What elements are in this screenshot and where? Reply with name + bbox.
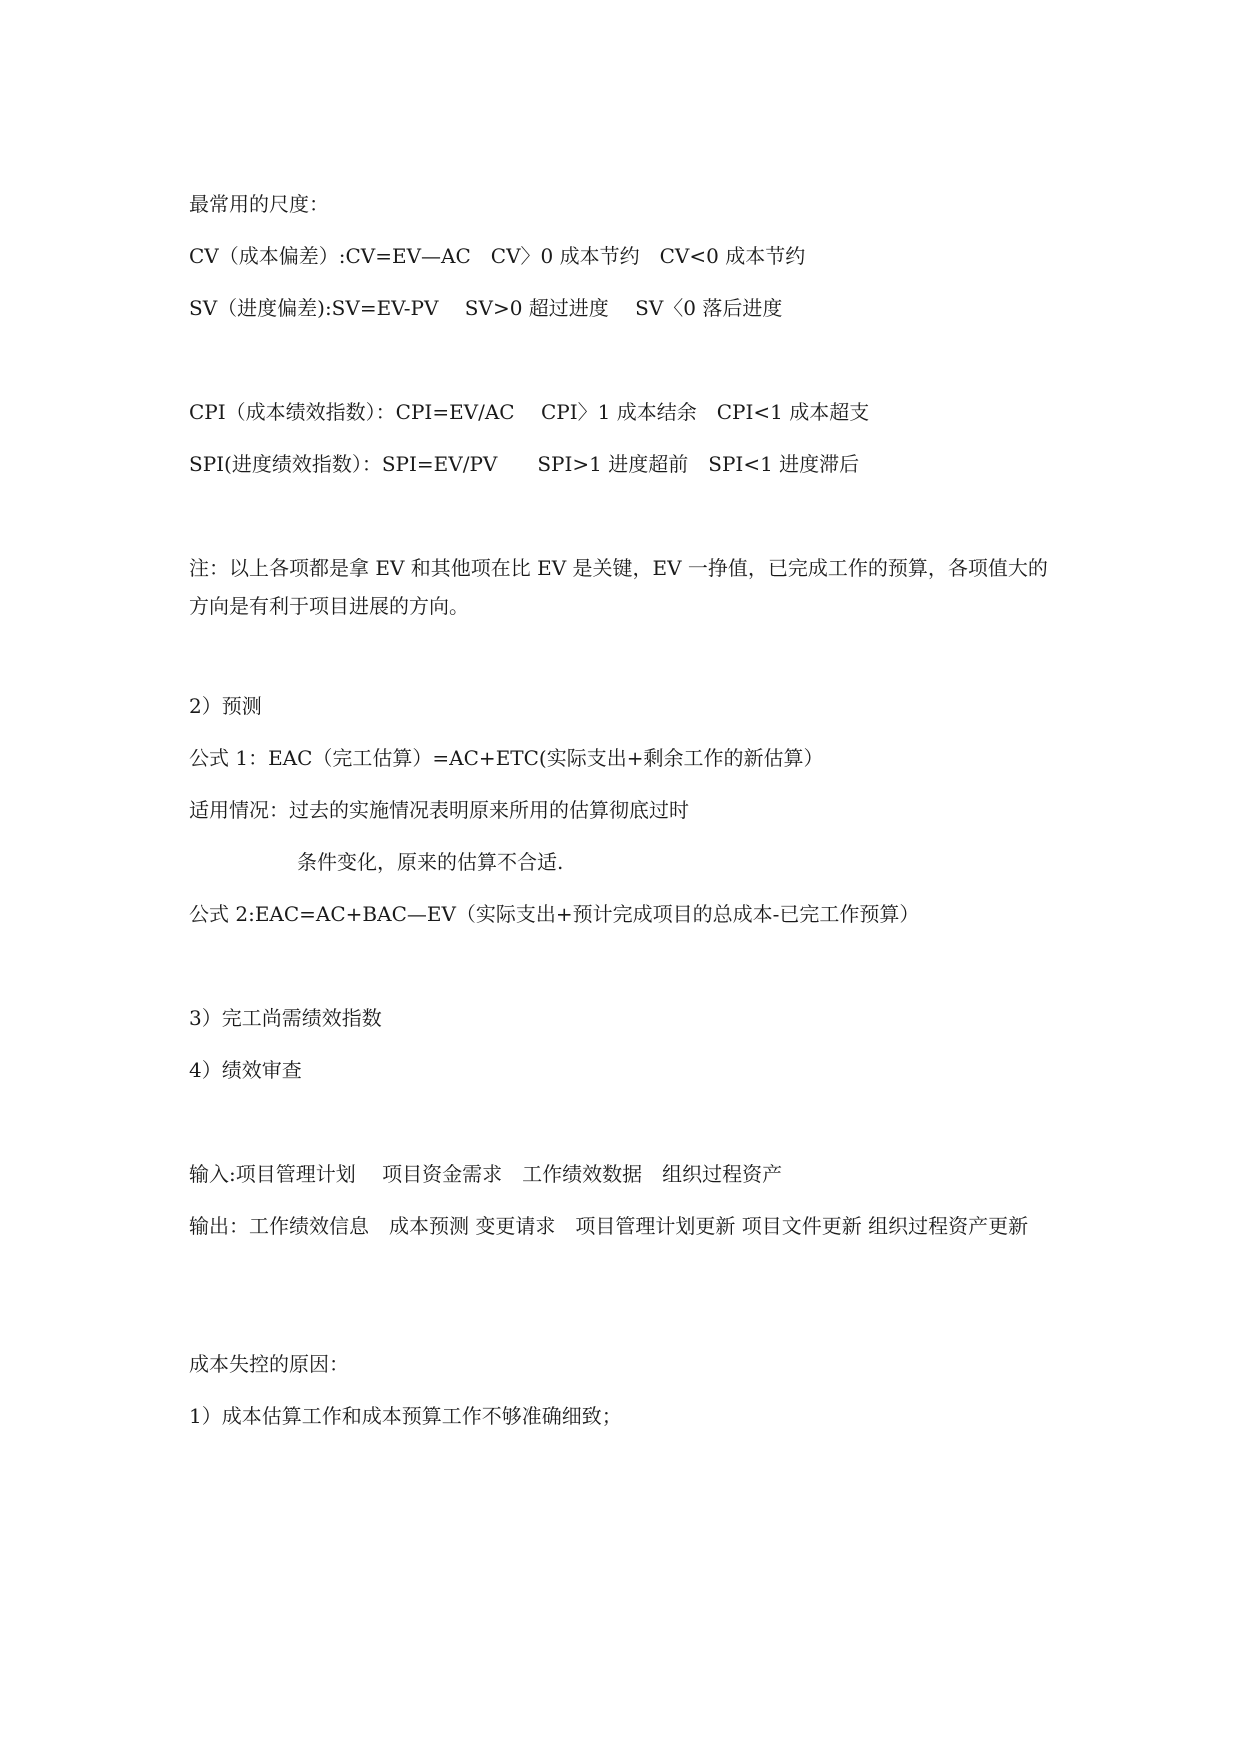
applicable-conditions: 适用情况：过去的实施情况表明原来所用的估算彻底过时 <box>189 798 689 822</box>
outputs-paragraph: 输出：工作绩效信息 成本预测 变更请求 项目管理计划更新 项目文件更新 组织过程资产更新 <box>189 1214 1029 1238</box>
applicable-conditions-2: 条件变化，原来的估算不合适. <box>297 850 564 874</box>
sv-definition: SV（进度偏差):SV=EV-PV SV>0 超过进度 SV〈0 落后进度 <box>189 296 783 320</box>
formula-1: 公式 1：EAC（完工估算）=AC+ETC(实际支出+剩余工作的新估算） <box>189 746 824 770</box>
note-paragraph: 注：以上各项都是拿 EV 和其他项在比 EV 是关键，EV 一挣值，已完成工作的预算，各项值大的方向是有利于项目进展的方向。 <box>189 556 1048 618</box>
cv-definition: CV（成本偏差）:CV=EV—AC CV〉0 成本节约 CV<0 成本节约 <box>189 244 806 268</box>
reasons-heading: 成本失控的原因： <box>189 1352 349 1376</box>
spi-definition: SPI(进度绩效指数）：SPI=EV/PV SPI>1 进度超前 SPI<1 进度滞后 <box>189 452 860 476</box>
section-review-title: 4）绩效审查 <box>189 1058 302 1082</box>
measures-heading: 最常用的尺度： <box>189 192 329 216</box>
inputs-line: 输入:项目管理计划 项目资金需求 工作绩效数据 组织过程资产 <box>189 1162 783 1186</box>
reason-1: 1）成本估算工作和成本预算工作不够准确细致； <box>189 1404 622 1428</box>
formula-2: 公式 2:EAC=AC+BAC—EV（实际支出+预计完成项目的总成本-已完工作预算） <box>189 902 920 926</box>
section-tcpi-title: 3）完工尚需绩效指数 <box>189 1006 382 1030</box>
cpi-definition: CPI（成本绩效指数）：CPI=EV/AC CPI〉1 成本结余 CPI<1 成本超支 <box>189 400 870 424</box>
section-forecast-title: 2）预测 <box>189 694 262 718</box>
